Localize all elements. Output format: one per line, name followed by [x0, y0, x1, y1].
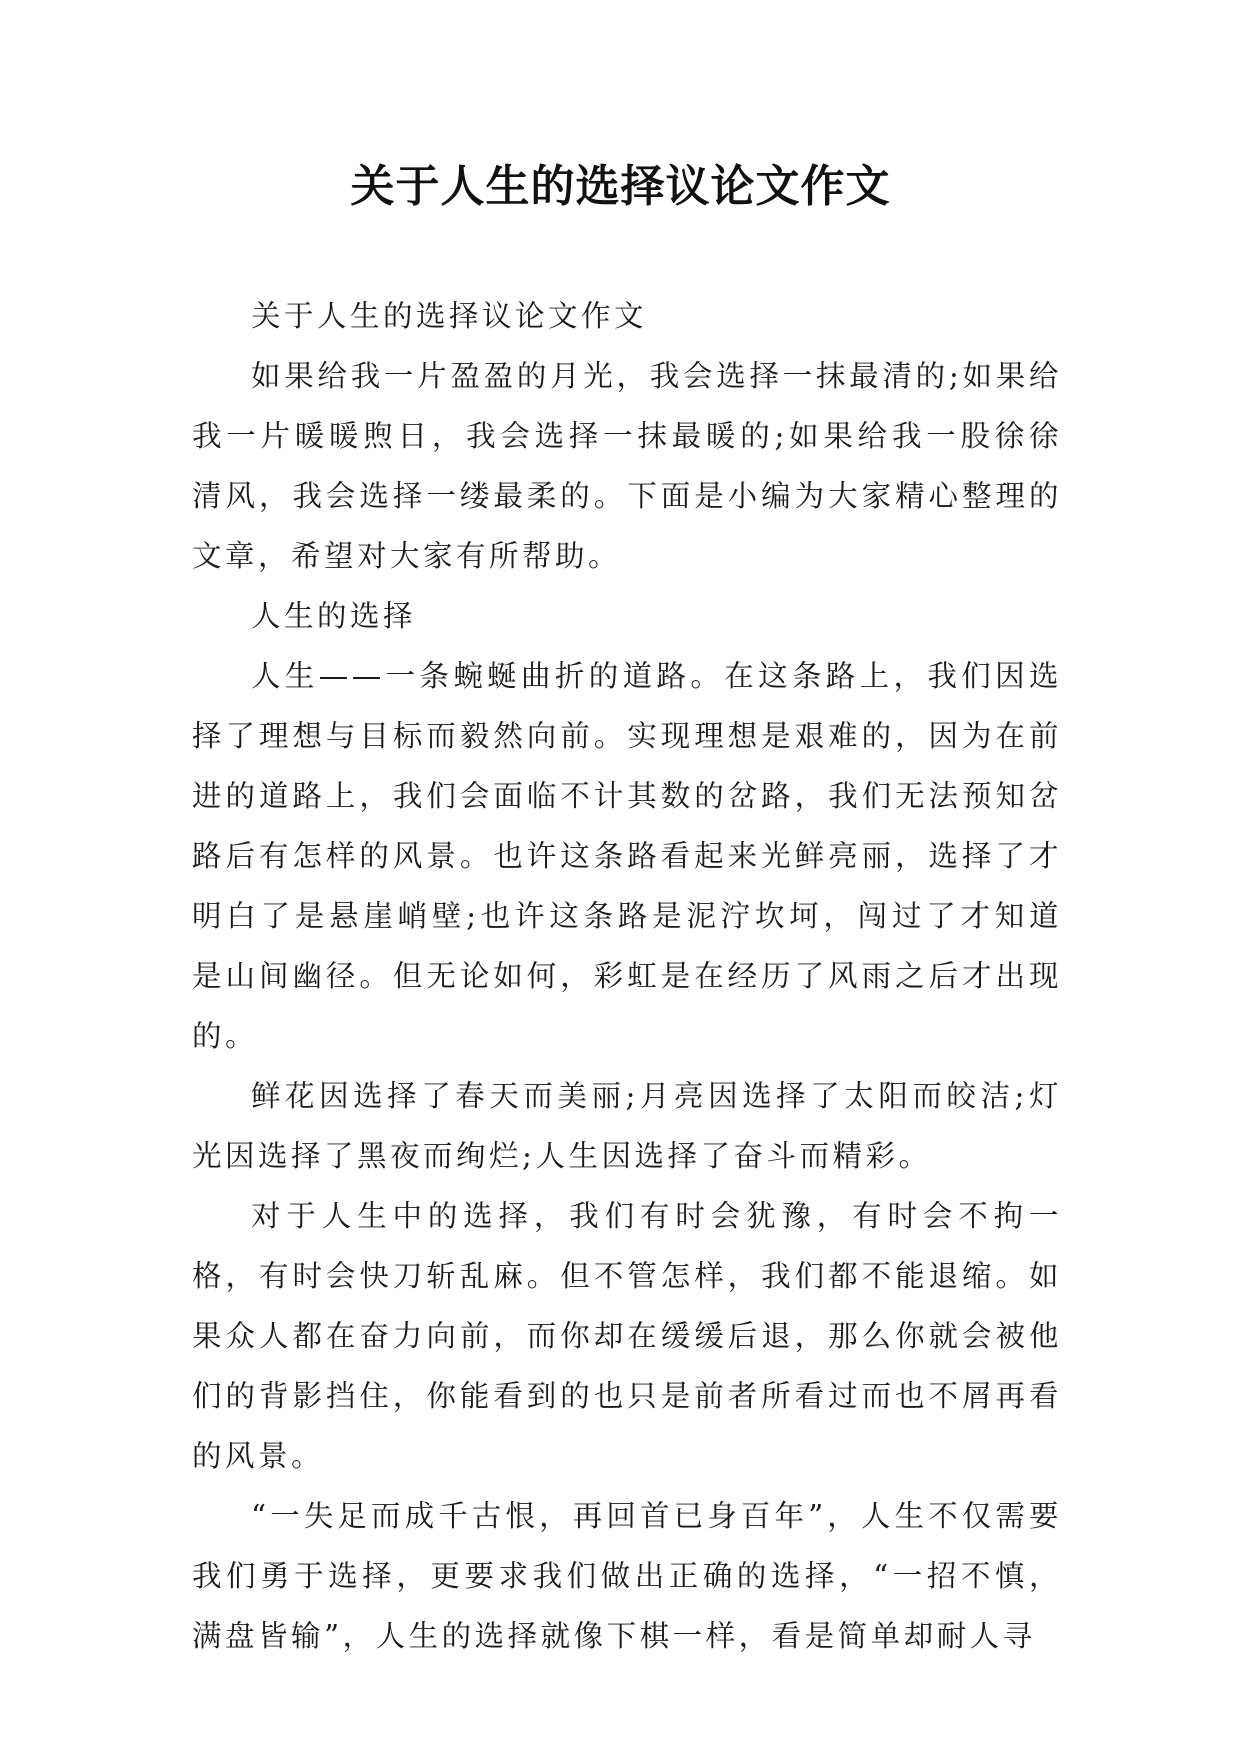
paragraph-subtitle: 关于人生的选择议论文作文 [251, 299, 648, 333]
document-body [192, 286, 1062, 1666]
paragraph-section-heading: 人生的选择 [251, 599, 417, 633]
paragraph-life-road: 人生——一条蜿蜒曲折的道路。在这条路上，我们因选择了理想与目标而毅然向前。实现理想是艰难的，因为在前进的道路上，我们会面临不计其数的岔路，我们无法预知岔路后有怎样的风景。也许这条路看起来光鲜亮丽，选择了才明白了是悬崖峭壁;也许这条路是泥泞坎坷，闯过了才知道是山间幽径。但无论如何，彩虹是在经历了风雨之后才出现的。 [192, 659, 1062, 1053]
document-title: 关于人生的选择议论文作文 [350, 161, 891, 212]
paragraph-chess: “一失足而成千古恨，再回首已身百年”，人生不仅需要我们勇于选择，更要求我们做出正确的选择，“一招不慎，满盘皆输”，人生的选择就像下棋一样，看是简单却耐人寻 [192, 1499, 1062, 1653]
paragraph-intro: 如果给我一片盈盈的月光，我会选择一抹最清的;如果给我一片暖暖煦日，我会选择一抹最暖的;如果给我一股徐徐清风，我会选择一缕最柔的。下面是小编为大家精心整理的文章，希望对大家有所帮助。 [192, 359, 1062, 573]
paragraph-flowers: 鲜花因选择了春天而美丽;月亮因选择了太阳而皎洁;灯光因选择了黑夜而绚烂;人生因选择了奋斗而精彩。 [192, 1079, 1062, 1173]
paragraph-hesitation: 对于人生中的选择，我们有时会犹豫，有时会不拘一格，有时会快刀斩乱麻。但不管怎样，我们都不能退缩。如果众人都在奋力向前，而你却在缓缓后退，那么你就会被他们的背影挡住，你能看到的也只是前者所看过而也不屑再看的风景。 [192, 1199, 1062, 1473]
